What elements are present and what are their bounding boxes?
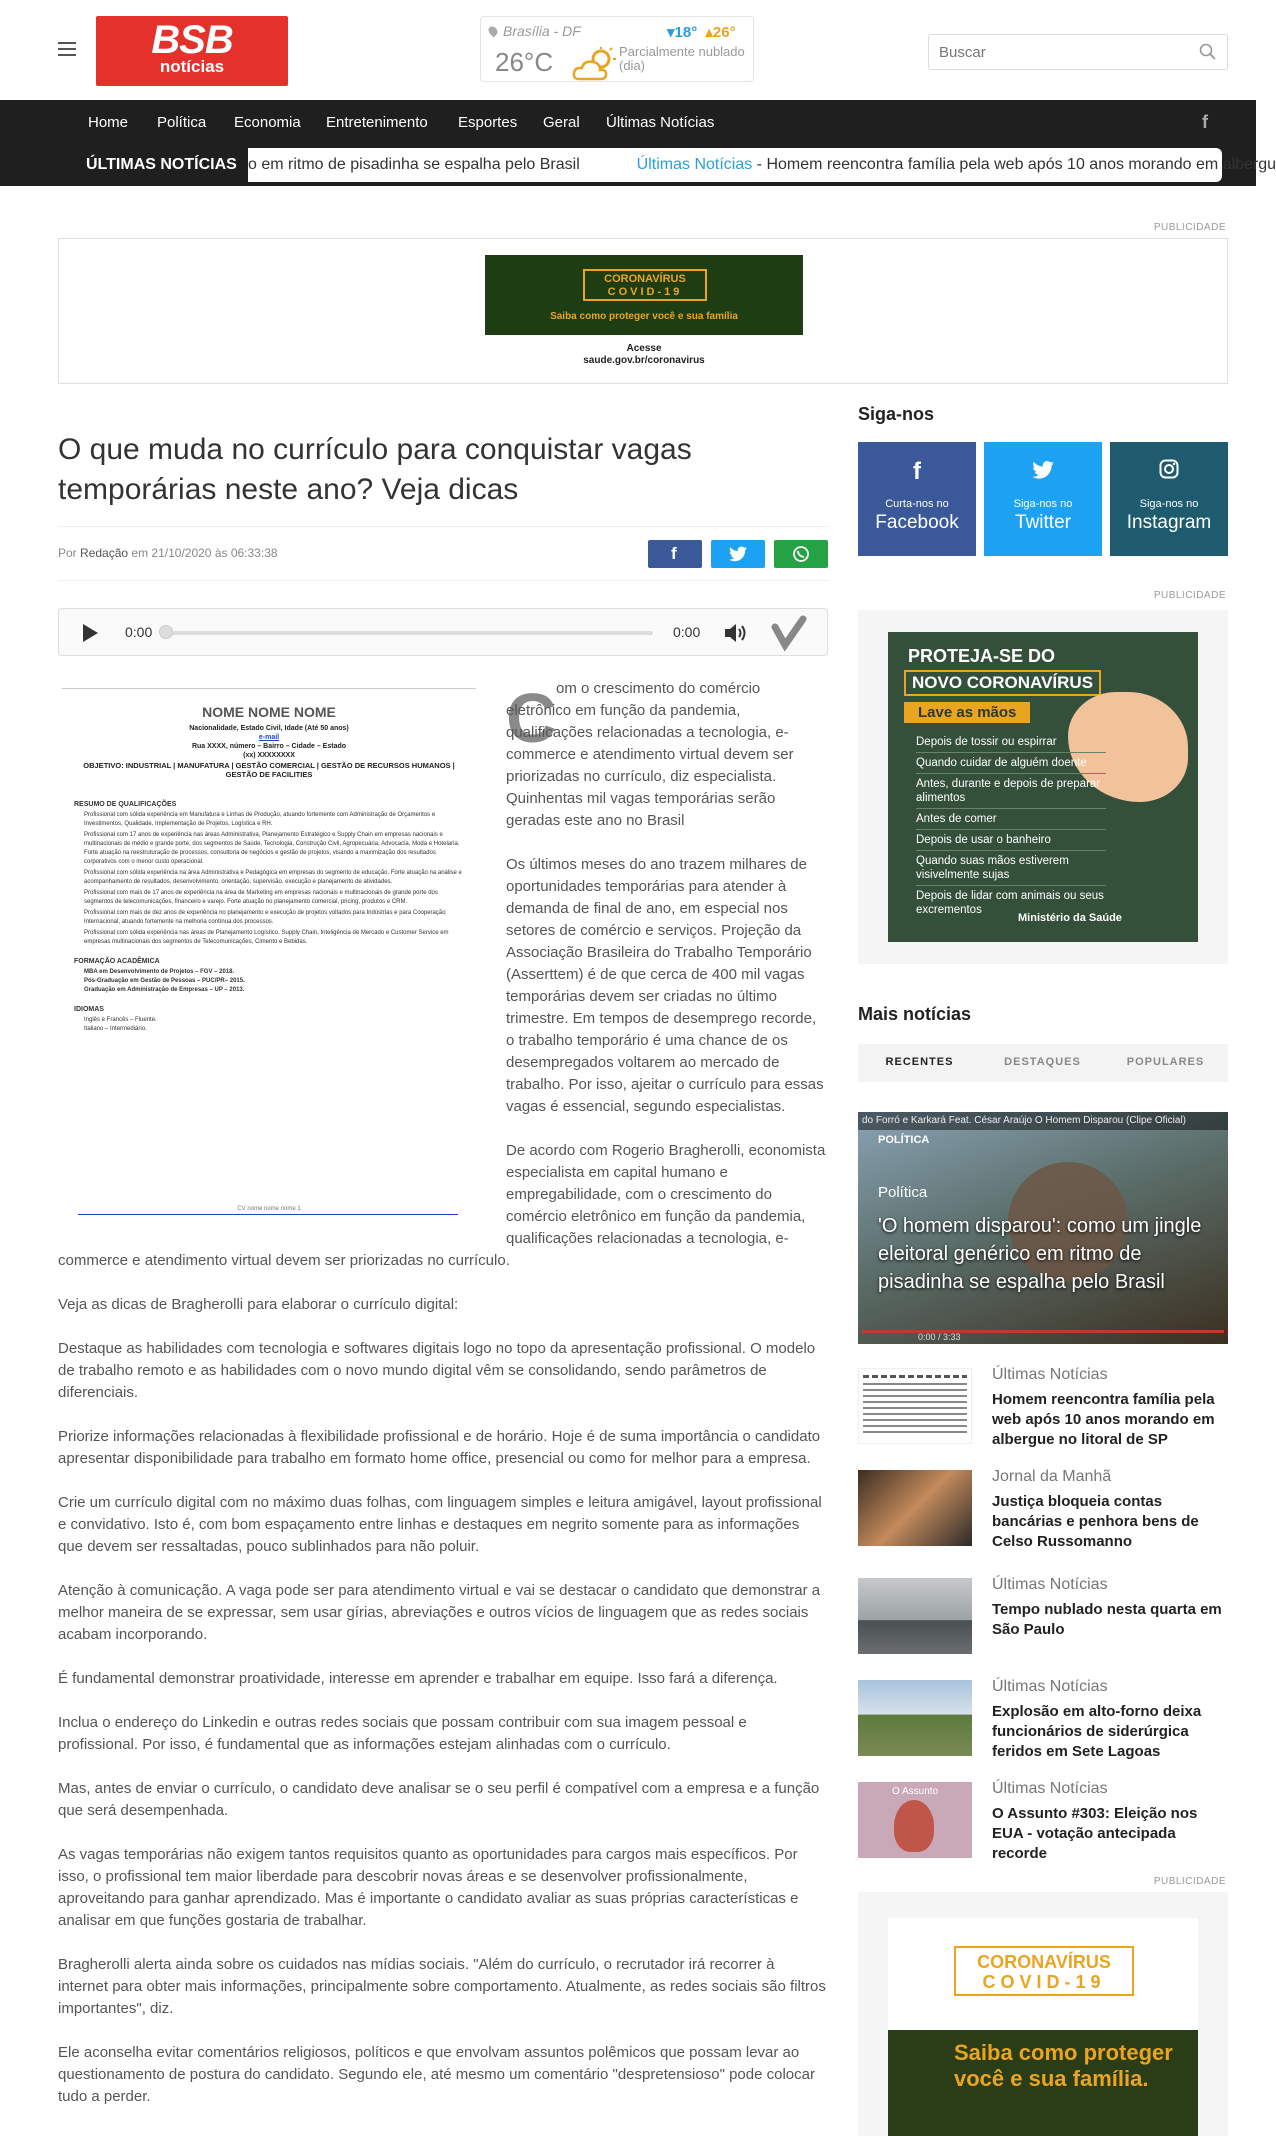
follow-label: Siga-nos no [1013, 498, 1073, 510]
ad-label: PUBLICIDADE [1153, 1876, 1226, 1887]
drop-cap: C [506, 679, 557, 757]
twitter-icon [984, 458, 1102, 486]
ad-tagline: Saiba como proteger você e sua família. [954, 2040, 1173, 2091]
audima-logo-icon[interactable] [771, 615, 807, 651]
follow-network: Twitter [1015, 512, 1071, 533]
main-nav [0, 100, 1276, 186]
facebook-icon: f [671, 544, 677, 563]
news-category: Jornal da Manhã [992, 1468, 1112, 1485]
resume-footer: CV nome nome nome 1 [237, 1206, 301, 1212]
facebook-icon: f [913, 458, 921, 485]
ad-label: PUBLICIDADE [1153, 222, 1226, 233]
ticker-category[interactable]: Últimas Notícias [636, 156, 753, 173]
article-title: O que muda no currículo para conquistar vagas temporárias neste ano? Veja dicas [58, 433, 692, 506]
ad-tagline: Saiba como proteger você e sua família [550, 311, 738, 322]
article-paragraph: As vagas temporárias não exigem tantos requisitos quanto as oportunidades para cargos mais específicos. Por isso, o profissional tem maior liberdade para descobrir novas áreas e se desenvolver profissionalmente, aproveitando para ganhar aprendizado. Mas é importante o candidato avaliar as suas próprias características e analisar em que funções gostaria de trabalhar. [58, 1846, 799, 1929]
nav-item-economia[interactable]: Economia [234, 114, 301, 131]
article-lead [506, 678, 826, 1250]
nav-item-entretenimento[interactable]: Entretenimento [326, 114, 428, 131]
news-title[interactable]: Tempo nublado nesta quarta em São Paulo [992, 1601, 1222, 1638]
article-paragraph: Bragherolli alerta ainda sobre os cuidados nas mídias sociais. "Além do currículo, o recrutador irá recorrer à internet para obter mais informações, principalmente sobre comportamento. Atualmente, as redes sociais são filtros importantes", diz. [58, 1956, 826, 2017]
search-input[interactable]: Buscar [939, 44, 986, 61]
play-icon[interactable] [81, 623, 99, 643]
nav-item-ultimas[interactable]: Últimas Notícias [606, 114, 715, 131]
nav-item-politica[interactable]: Política [157, 114, 207, 131]
video-time: 0:00 / 3:33 [918, 1332, 961, 1342]
article-paragraph: om o crescimento do comércio eletrônico em função da pandemia, qualificações relacionadas a tecnologia, e-commerce e atendimento virtual devem ser priorizadas no currículo, diz especialista. Quinhentas mil vagas temporárias serão geradas este ano no Brasil [506, 680, 794, 829]
more-news-title: Mais notícias [858, 1004, 972, 1024]
news-tabs [858, 1044, 1228, 1082]
weather-max: 26° [712, 24, 736, 41]
weather-city: Brasília - DF [503, 23, 581, 39]
video-title: do Forró e Karkará Feat. César Araújo O Homem Disparou (Clipe Oficial) [858, 1112, 1228, 1130]
news-category: Últimas Notícias [992, 1780, 1108, 1797]
news-item[interactable] [858, 1782, 1228, 1874]
ad-banner-label: Lave as mãos [904, 702, 1030, 723]
ticker-item[interactable]: - Homem reencontra família pela web após 10 anos morando em albergu [752, 156, 1276, 173]
nav-item-home[interactable]: Home [88, 114, 129, 131]
share-facebook-button[interactable] [648, 540, 702, 568]
news-thumbnail [858, 1782, 972, 1858]
weather-min: 18° [674, 24, 698, 41]
divider [58, 580, 828, 581]
weather-widget [480, 16, 754, 82]
follow-label: Curta-nos no [885, 498, 949, 510]
covid-logo: CORONAVÍRUS COVID-19 [954, 1946, 1134, 1996]
volume-icon[interactable] [723, 621, 749, 645]
search-box[interactable] [928, 34, 1228, 70]
tab-populares[interactable]: POPULARES [1126, 1056, 1205, 1068]
weather-minmax: ▾18° ▴26° [667, 24, 736, 41]
resume-body: RESUMO DE QUALIFICAÇÕES Profissional com sólida experiência em Manufatura e Linhas de Produção, atuando fortemente com Administração de Orçamentos e Investimentos, Qualidade, Implementação de Projetos, Logística e RH. Profissional com 17 anos de experiência nas áreas Administrativa, Planejamento Estratégico e Supply Chain em empresas nacionais e multinacionais de médio e grande porte, dos segmentos de Saúde, Tecnologia, Construção Civil, Agropecuária, Advocacia, Moda e Hotelaria. Forte atuação na reestruturação de processos, consultoria de negócios e gestão de projetos, visando a maximização dos resultados corporativos com o menor custo operacional. Profissional com sólida experiência na área Administrativa e Pedagógica em empresas do segmento de educação. Forte atuação na análise e acompanhamento de resultados, desenvolvimento, orientação, supervisão, execução e planejamento de atividades. Profissional com mais de 17 anos de experiência na área de Marketing em empresas nacionais e multinacionais de grande porte dos segmentos de telecomunicações, financeiro e varejo. Forte atuação no planejamento comercial, pricing, produtos e CRM. Profissional com mais de dez anos de experiência no planejamento e execução de projetos voltados para Indústrias e para Cooperação Internacional, atuando fortemente na melhoria contínua dos processos. Profissional com sólida experiência nas áreas de Planejamento Logístico, Supply Chain, Inteligência de Mercado e Customer Service em empresas multinacionais dos segmentos de Telecomunicações, Cimento e Bebidas. FORMAÇÃO ACADÊMICA MBA em Desenvolvimento de Projetos – FGV – 2018. Pós-Graduação em Gestão de Pessoas – PUC/PR– 2015. Graduação em Administração de Empresas – UP – 2013. IDIOMAS Inglês e Francês – Fluente. Italiano – Intermediário. [74, 801, 462, 1032]
follow-instagram-button[interactable] [1110, 442, 1228, 556]
site-logo[interactable] [96, 16, 288, 86]
covid-handwash-ad [888, 632, 1198, 942]
news-item[interactable] [858, 1578, 1228, 1670]
thumbnail-label: O Assunto [892, 1786, 939, 1797]
article-paragraph: De acordo com Rogerio Bragherolli, economista especialista em capital humano e empregabilidade, com o crescimento do comércio eletrônico em função da pandemia, qualificações relacionadas a tecnologia, e- [506, 1142, 826, 1247]
covid-ad-box [485, 255, 803, 335]
news-item[interactable] [858, 1680, 1228, 1772]
news-thumbnail [858, 1680, 972, 1756]
bottom-side-ad[interactable] [858, 1892, 1228, 2136]
ad-brand: Ministério da Saúde [1018, 912, 1122, 924]
news-item[interactable] [858, 1470, 1228, 1562]
article-paragraph: Veja as dicas de Bragherolli para elaborar o currículo digital: [58, 1296, 459, 1313]
article-paragraph: Mas, antes de enviar o currículo, o candidato deve analisar se o seu perfil é compatível com a empresa e a função que será desempenhada. [58, 1780, 820, 1819]
resume-name: NOME NOME NOME [202, 704, 336, 720]
audio-current-time: 0:00 [125, 624, 153, 640]
author-name[interactable]: Redação [80, 546, 129, 560]
resume-contact: Nacionalidade, Estado Civil, Idade (Até 50 anos) e-mail Rua XXXX, número – Bairro – Cidade – Estado (xx) XXXXXXXX OBJETIVO: INDUSTRIAL | MANUFATURA | GESTÃO COMERCIAL | GESTÃO DE RECURSOS HUMANOS | GESTÃO DE FACILITIES [83, 725, 455, 779]
weather-temp: 26°C [495, 47, 554, 77]
article-paragraph: Destaque as habilidades com tecnologia e softwares digitais logo no topo da apresentação profissional. O modelo de trabalho remoto e as habilidades com o novo mundo digital vêm se consolidando, sendo parâmetros de diferenciais. [58, 1340, 816, 1401]
article-date: em 21/10/2020 às 06:33:38 [131, 546, 278, 560]
news-title[interactable]: Justiça bloqueia contas bancárias e penhora bens de Celso Russomanno [992, 1493, 1199, 1550]
nav-item-geral[interactable]: Geral [543, 114, 580, 131]
ad-title: NOVO CORONAVÍRUS [904, 670, 1101, 696]
follow-label: Siga-nos no [1139, 498, 1199, 510]
article-paragraph: Os últimos meses do ano trazem milhares de oportunidades temporárias para atender à demanda de final de ano, em especial nos setores de comércio e serviços. Projeção da Associação Brasileira do Trabalho Temporário (Asserttem) é de que cerca de 400 mil vagas temporárias devem ser criadas no último trimestre. Em tempos de desemprego recorde, o trabalho temporário é uma chance de os desempregados voltarem ao mercado de trabalho. Por isso, ajeitar o currículo para essas vagas é essencial, segundo especialistas. [506, 856, 824, 1115]
featured-news[interactable] [858, 1112, 1228, 1344]
news-thumbnail [858, 1470, 972, 1546]
logo-subtext: notícias [159, 57, 225, 76]
location-pin-icon [487, 25, 500, 38]
article-body [58, 1250, 828, 2130]
facebook-icon[interactable]: f [1202, 112, 1208, 132]
follow-twitter-button[interactable] [984, 442, 1102, 556]
divider [58, 526, 828, 527]
ad-url: Acesse saude.gov.br/coronavirus [583, 343, 705, 366]
video-overlay-category: POLÍTICA [878, 1134, 930, 1146]
ad-title: PROTEJA-SE DO [908, 646, 1056, 666]
news-title[interactable]: O Assunto #303: Eleição nos EUA - votação antecipada recorde [992, 1805, 1198, 1862]
news-category: Últimas Notícias [992, 1366, 1108, 1383]
news-thumbnail [858, 1578, 972, 1654]
featured-category: Política [878, 1184, 928, 1201]
partly-cloudy-icon [573, 47, 619, 83]
news-category: Últimas Notícias [992, 1576, 1108, 1593]
follow-facebook-button[interactable] [858, 442, 976, 556]
weather-description: Parcialmente nublado (dia) [619, 44, 745, 73]
news-thumbnail [858, 1368, 972, 1444]
tab-recentes[interactable]: RECENTES [885, 1056, 954, 1068]
article-paragraph: Ele aconselha evitar comentários religiosos, políticos e que envolvam assuntos polêmicos que possam levar ao questionamento de postura do candidato. Segundo ele, até mesmo um comentário "despretensioso" pode colocar tudo a perder. [58, 2044, 815, 2105]
tab-destaques[interactable]: DESTAQUES [1004, 1056, 1081, 1068]
audio-progress-bar[interactable] [165, 631, 653, 635]
article-paragraph: Crie um currículo digital com no máximo duas folhas, com linguagem simples e leitura amigável, layout profissional e convidativo. Isto é, com bom espaçamento entre linhas e destaques em negrito somente para as informações que devem ser ressaltadas, pouco sublinhados para não poluir. [58, 1494, 822, 1555]
side-ad-banner[interactable] [858, 610, 1228, 964]
twitter-icon [729, 546, 747, 562]
article-paragraph: Atenção à comunicação. A vaga pode ser para atendimento virtual e vai se destacar o candidato que demonstrar a melhor maneira de se expressar, sem usar gírias, abreviações e outros vícios de linguagem que as redes sociais acabam incorporando. [58, 1582, 821, 1643]
audio-seek-handle[interactable] [159, 625, 173, 639]
ticker-item[interactable]: o em ritmo de pisadinha se espalha pelo Brasil [248, 156, 580, 173]
follow-network: Instagram [1126, 512, 1212, 533]
author-prefix: Por [58, 546, 77, 560]
follow-title: Siga-nos [858, 404, 935, 424]
featured-title[interactable]: 'O homem disparou': como um jingle eleitoral genérico em ritmo de pisadinha se espalha pelo Brasil [878, 1215, 1202, 1293]
share-twitter-button[interactable] [711, 540, 765, 568]
follow-network: Facebook [875, 512, 959, 533]
news-category: Últimas Notícias [992, 1678, 1108, 1695]
top-ad-banner[interactable] [58, 238, 1228, 384]
news-ticker[interactable] [248, 148, 1276, 182]
audio-player [58, 608, 828, 656]
news-title[interactable]: Homem reencontra família pela web após 10 anos morando em albergue no litoral de SP [992, 1391, 1215, 1448]
article-paragraph: Inclua o endereço do Linkedin e outras redes sociais que possam contribuir com sua imagem pessoal e profissional. Por isso, é fundamental que as informações estejam alinhadas com o currículo. [58, 1714, 747, 1753]
ad-list: Depois de tossir ou espirrar Quando cuidar de alguém doente Antes, durante e depois de preparar alimentos Antes de comer Depois de usar o banheiro Quando suas mãos estiverem visivelmente sujas Depois de lidar com animais ou seus excrementos [916, 732, 1106, 920]
ticker-label: ÚLTIMAS NOTÍCIAS [86, 156, 237, 173]
nav-item-esportes[interactable]: Esportes [458, 114, 518, 131]
share-whatsapp-button[interactable] [774, 540, 828, 568]
article-paragraph: commerce e atendimento virtual devem ser priorizadas no currículo. [58, 1252, 510, 1269]
resume-image [62, 688, 476, 1240]
covid-ad-box [888, 1918, 1198, 2136]
audio-duration: 0:00 [673, 624, 701, 640]
news-item[interactable] [858, 1368, 1228, 1460]
instagram-icon [1110, 458, 1228, 486]
article-paragraph: É fundamental demonstrar proatividade, interesse em aprender e trabalhar em equipe. Isso fará a diferença. [58, 1670, 778, 1687]
article-meta [58, 546, 278, 560]
covid-logo: CORONAVÍRUS COVID-19 [583, 269, 707, 301]
logo-text: BSB [151, 18, 233, 62]
article-paragraph: Priorize informações relacionadas à flexibilidade profissional e de horário. Hoje é de suma importância o candidato apresentar disponibilidade para trabalho em formato home office, presencial ou como for melhor para a empresa. [58, 1428, 821, 1467]
whatsapp-icon [792, 545, 810, 563]
menu-icon[interactable] [58, 42, 76, 56]
search-icon[interactable] [1199, 43, 1217, 61]
news-title[interactable]: Explosão em alto-forno deixa funcionários de siderúrgica feridos em Sete Lagoas [992, 1703, 1202, 1760]
ad-label: PUBLICIDADE [1153, 590, 1226, 601]
